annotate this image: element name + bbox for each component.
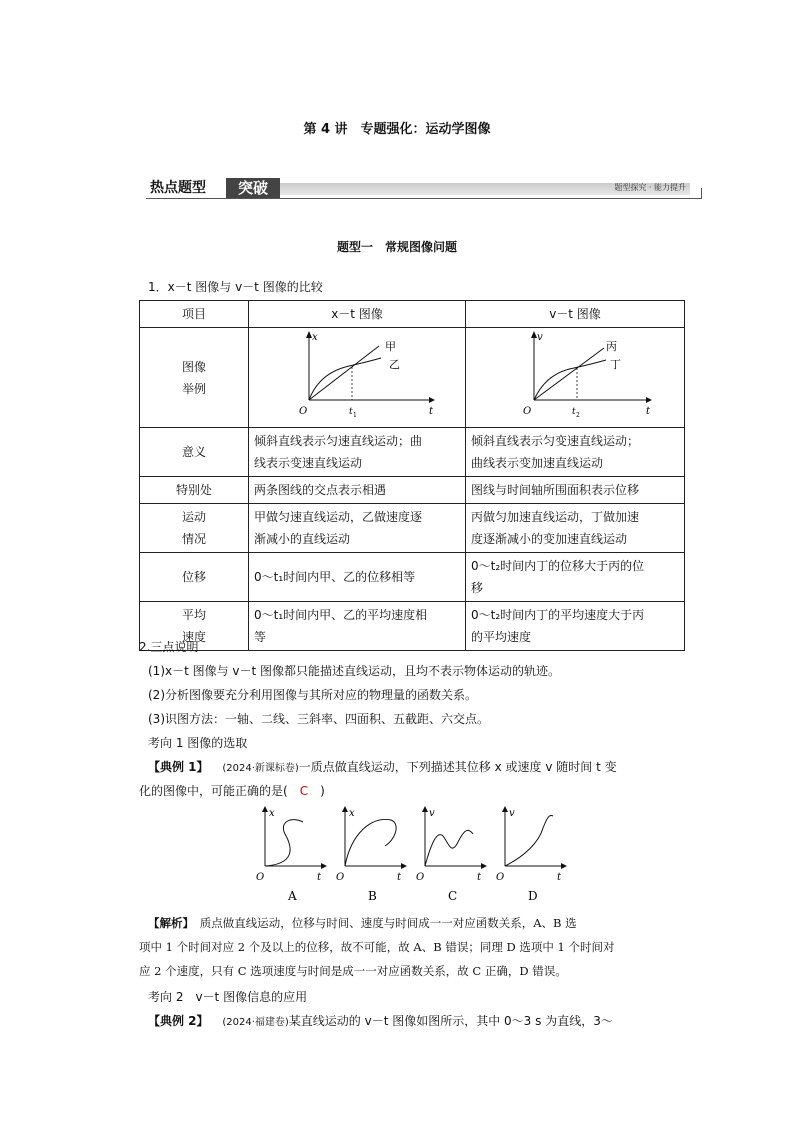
- table-cell-vt: 图线与时间轴所围面积表示位移: [466, 477, 685, 504]
- vt-y-label: v: [537, 332, 543, 343]
- example1-line1: [148, 758, 617, 778]
- banner-right-text: 题型探究 · 能力提升: [614, 183, 686, 192]
- option-y-label: v: [509, 808, 515, 819]
- xt-label-jia: 甲: [385, 340, 396, 353]
- xt-graph: [249, 328, 465, 420]
- table-header-row: [140, 301, 685, 328]
- table-cell-xt: 0～t₁时间内甲、乙的位移相等: [249, 553, 466, 602]
- option-b-graph: [336, 806, 407, 903]
- cell-line: 的平均速度: [471, 630, 532, 644]
- option-a-graph: [256, 806, 327, 903]
- banner-hot-label: 热点题型: [150, 180, 206, 196]
- section-title: 题型一 常规图像问题: [336, 240, 457, 254]
- analysis-line3: 应 2 个速度，只有 C 选项速度与时间是成一一对应函数关系，故 C 正确，D 错误。: [139, 964, 567, 978]
- option-a-label: A: [288, 889, 297, 903]
- kaoxiang-2-heading: 考向 2 v－t 图像信息的应用: [148, 990, 308, 1004]
- analysis-line2: 项中 1 个时间对应 2 个及以上的位移，故不可能，故 A、B 错误；同理 D 选项中 1 个时间对: [139, 940, 615, 954]
- option-x-label: t: [317, 872, 322, 883]
- table-cell-vt: [466, 428, 685, 477]
- comparison-table: [139, 300, 685, 651]
- option-origin-label: O: [416, 872, 425, 883]
- vt-label-bing: 丙: [606, 340, 617, 353]
- vt-graph-cell: [466, 328, 685, 428]
- label-line: 图像: [181, 359, 206, 374]
- option-d-label: D: [528, 889, 538, 903]
- xt-curve-yi: [309, 358, 381, 400]
- cell-line: 丙做匀加速直线运动，丁做加速: [471, 510, 640, 524]
- label-line: 情况: [181, 532, 206, 546]
- table-row-label: [140, 328, 249, 428]
- note-1: (1)x－t 图像与 v－t 图像都只能描述直线运动，且均不表示物体运动的轨迹。: [148, 664, 561, 678]
- option-b-label: B: [368, 889, 377, 903]
- vt-curve-ding: [534, 360, 606, 400]
- table-row-special: [140, 477, 685, 504]
- option-y-label: v: [429, 808, 435, 819]
- example1-line2: [139, 782, 325, 800]
- vt-tick-subscript: 2: [576, 412, 580, 419]
- example1-options-figure: [255, 804, 562, 904]
- table-row-motion: [140, 504, 685, 553]
- label-line: 速度: [181, 630, 206, 644]
- cell-line: 曲线表示变加速直线运动: [471, 456, 604, 470]
- note-2: (2)分析图像要充分利用图像与其所对应的物理量的函数关系。: [148, 688, 478, 702]
- kaoxiang-1-heading: 考向 1 图像的选取: [148, 736, 248, 750]
- vt-x-label: t: [646, 406, 651, 417]
- example2-source: (2024·福建卷): [222, 1017, 289, 1028]
- page-title: 第 4 讲 专题强化：运动学图像: [303, 122, 491, 137]
- vt-label-ding: 丁: [610, 358, 621, 371]
- example1-answer: C: [299, 784, 309, 798]
- cell-line: 甲做匀速直线运动，乙做速度逐: [254, 510, 423, 524]
- example1-text2-pre: 化的图像中，可能正确的是(: [139, 784, 300, 798]
- note-3: (3)识图方法：一轴、二线、三斜率、四面积、五截距、六交点。: [148, 712, 490, 726]
- xt-origin-label: O: [299, 406, 308, 417]
- option-b-curve: [345, 819, 396, 866]
- xt-tick-subscript: 1: [353, 412, 357, 419]
- option-d-graph: [496, 806, 567, 903]
- table-row-label: 意义: [140, 428, 249, 477]
- vt-line-bing: [534, 348, 604, 400]
- cell-line: 0～t₂时间内丁的位移大于丙的位: [471, 559, 645, 573]
- option-x-label: t: [557, 872, 562, 883]
- cell-line: 0～t₁时间内甲、乙的平均速度相: [254, 608, 428, 622]
- table-header-cell: 项目: [140, 301, 249, 328]
- xt-label-yi: 乙: [389, 358, 400, 371]
- table-cell-xt: [249, 428, 466, 477]
- cell-line: 移: [471, 581, 484, 595]
- cell-line: 度逐渐减小的变加速直线运动: [471, 532, 628, 546]
- banner-underline: [146, 198, 702, 199]
- example1-source: (2024·新课标卷): [222, 763, 299, 774]
- option-arrow-y: [502, 806, 508, 812]
- table-header-cell: x－t 图像: [249, 301, 466, 328]
- table-cell-xt: [249, 504, 466, 553]
- option-arrow-x: [321, 863, 327, 869]
- xt-tick-label: t: [349, 407, 353, 417]
- table-row-label: 位移: [140, 553, 249, 602]
- xt-y-label: x: [312, 332, 318, 343]
- label-line: 举例: [181, 381, 206, 396]
- option-d-curve: [505, 816, 553, 867]
- option-c-curve: [425, 830, 473, 866]
- option-origin-label: O: [336, 872, 345, 883]
- table-row-avg-speed: [140, 602, 685, 651]
- option-arrow-x: [481, 863, 487, 869]
- item2-heading: 2.三点说明: [139, 640, 199, 654]
- option-arrow-x: [401, 863, 407, 869]
- analysis-line1: [148, 914, 577, 932]
- vt-x-arrow: [646, 397, 652, 403]
- vt-origin-label: O: [523, 406, 532, 417]
- option-origin-label: O: [256, 872, 265, 883]
- table-cell-vt: [466, 504, 685, 553]
- option-c-label: C: [448, 889, 458, 903]
- cell-line: 线表示变速直线运动: [254, 456, 363, 470]
- table-cell-xt: 两条图线的交点表示相遇: [249, 477, 466, 504]
- example2-line1: [148, 1012, 613, 1032]
- example1-text1: 一质点做直线运动，下列描述其位移 x 或速度 v 随时间 t 变: [298, 760, 617, 774]
- xt-x-label: t: [429, 406, 434, 417]
- example1-tag: 【典例 1】: [148, 760, 209, 774]
- option-x-label: t: [397, 872, 402, 883]
- option-arrow-y: [342, 806, 348, 812]
- option-origin-label: O: [496, 872, 505, 883]
- table-row-image: [140, 328, 685, 428]
- option-y-label: x: [349, 808, 355, 819]
- option-arrow-y: [422, 806, 428, 812]
- banner-highlight-label: 突破: [226, 178, 280, 199]
- analysis-text: 质点做直线运动，位移与时间、速度与时间成一一对应函数关系，A、B 选: [188, 916, 577, 930]
- table-header-cell: v－t 图像: [466, 301, 685, 328]
- example2-text: 某直线运动的 v－t 图像如图所示，其中 0～3 s 为直线，3～: [288, 1014, 613, 1028]
- option-c-graph: [416, 806, 487, 903]
- example2-tag: 【典例 2】: [148, 1014, 209, 1028]
- label-line: 平均: [181, 608, 206, 622]
- option-x-label: t: [477, 872, 482, 883]
- cell-line: 等: [254, 630, 267, 644]
- table-row-label: [140, 504, 249, 553]
- xt-graph-cell: [249, 328, 466, 428]
- cell-line: 渐减小的直线运动: [254, 532, 351, 546]
- xt-line-jia: [309, 346, 379, 400]
- cell-line: 倾斜直线表示匀速直线运动；曲: [254, 434, 423, 448]
- vt-graph: [466, 328, 684, 420]
- banner-tick: [701, 188, 702, 198]
- section-banner: [146, 178, 702, 200]
- xt-x-arrow: [429, 397, 435, 403]
- table-row-displacement: [140, 553, 685, 602]
- option-arrow-y: [262, 806, 268, 812]
- vt-tick-label: t: [572, 407, 576, 417]
- item1-heading: 1．x－t 图像与 v－t 图像的比较: [148, 280, 323, 294]
- table-row-label: 特别处: [140, 477, 249, 504]
- cell-line: 倾斜直线表示匀变速直线运动；: [471, 434, 640, 448]
- table-cell-vt: [466, 602, 685, 651]
- table-row-meaning: [140, 428, 685, 477]
- table-cell-vt: [466, 553, 685, 602]
- option-a-curve: [265, 820, 303, 866]
- option-y-label: x: [269, 808, 275, 819]
- cell-line: 0～t₂时间内丁的平均速度大于丙: [471, 608, 645, 622]
- option-arrow-x: [561, 863, 567, 869]
- table-cell-xt: [249, 602, 466, 651]
- example1-text2-post: ): [308, 784, 325, 798]
- analysis-tag: 【解析】: [148, 916, 189, 930]
- label-line: 运动: [181, 510, 206, 524]
